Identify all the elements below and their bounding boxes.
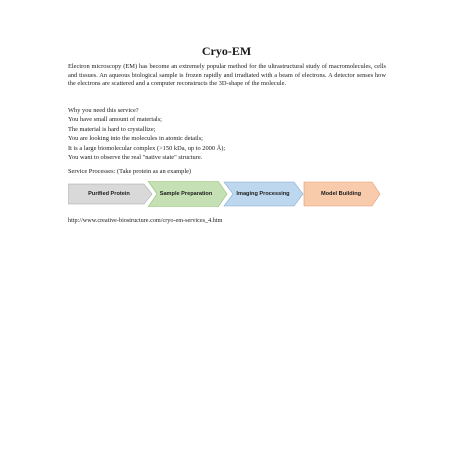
source-url: http://www.creative-biostructure.com/cryo-em-services_4.htm — [68, 217, 223, 224]
reason-item: You are looking into the molecules in atomic details; — [68, 135, 203, 143]
why-heading: Why you need this service? — [68, 107, 139, 114]
process-flow-diagram — [68, 181, 386, 207]
reason-item: You have small amount of materials; — [68, 116, 162, 124]
intro-paragraph: Electron microscopy (EM) has become an extremely popular method for the ultrastructural study of macromolecules, cells and tissues. An aqueous biological sample is frozen rapidly and irradiated with a beam of electrons. A detector senses how the electrons are scattered and a computer reconstructs the 3D-shape of the molecule. — [68, 63, 386, 88]
step-label: Sample Preparation — [159, 190, 213, 197]
reason-item: You want to observe the real "native state" structure. — [68, 154, 203, 162]
step-label: Imaging Processing — [236, 190, 290, 197]
page-title: Cryo-EM — [201, 44, 252, 58]
step-label: Model Building — [320, 190, 362, 197]
reason-item: It is a large biomolecular complex (>150 kDa, up to 2000 Å); — [68, 144, 226, 152]
reason-item: The material is hard to crystallize; — [68, 125, 156, 133]
step-label: Purified Protein — [88, 190, 130, 197]
process-label: Service Processes: (Take protein as an example) — [68, 168, 192, 175]
why-section — [68, 106, 388, 162]
